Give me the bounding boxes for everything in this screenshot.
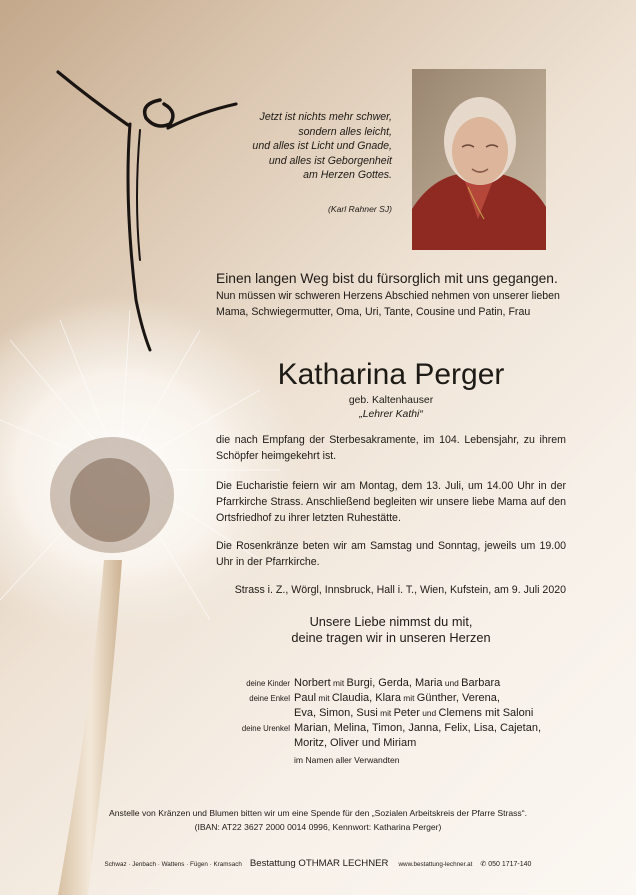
names: Paul [294, 692, 317, 704]
notice-line: (IBAN: AT22 3627 2000 0014 0996, Kennwort: Katharina Perger) [194, 822, 442, 832]
family-list [150, 676, 590, 769]
poem-source: (Karl Rahner SJ) [328, 204, 392, 214]
family-names: Moritz, Oliver und Miriam [294, 737, 417, 749]
names: Claudia, Klara [331, 692, 401, 704]
footer-towns: Schwaz · Jenbach · Wattens · Fügen · Kramsach [104, 861, 242, 868]
rosary-paragraph: Die Rosenkränze beten wir am Samstag und Sonntag, jeweils um 19.00 Uhr in der Pfarrkirche. [216, 540, 566, 568]
relation-label: deine Urenkel [241, 724, 290, 733]
names: Norbert [294, 677, 331, 689]
footer [60, 858, 576, 869]
closing-line: deine tragen wir in unseren Herzen [291, 630, 491, 645]
relation-spacer [150, 706, 294, 721]
relation-label: deine Enkel [249, 694, 290, 703]
death-paragraph: die nach Empfang der Sterbesakramente, im 104. Lebensjahr, zu ihrem Schöpfer heimgekehrt ist. [216, 434, 566, 462]
portrait-photo [412, 69, 546, 250]
deceased-name: Katharina Perger [277, 358, 505, 391]
poem-line: und alles ist Geborgenheit [268, 154, 392, 167]
funeral-paragraph: Die Eucharistie feiern wir am Montag, dem 13. Juli, um 14.00 Uhr in der Pfarrkirche Strass. Anschließend begleiten wir unsere liebe Mama auf den Ortsfriedhof zu ihrer letzten Ruhestätte. [216, 480, 566, 524]
place-date: Strass i. Z., Wörgl, Innsbruck, Hall i. T., Wien, Kufstein, am 9. Juli 2020 [234, 584, 566, 596]
phone-icon: ✆ [480, 861, 487, 868]
closing-verse [216, 614, 566, 646]
names: Burgi, Gerda, Maria [346, 677, 443, 689]
relation-label: deine Kinder [246, 679, 290, 688]
closing-line: Unsere Liebe nimmst du mit, [309, 614, 473, 629]
intro [216, 270, 566, 320]
nickname: „Lehrer Kathi“ [359, 409, 423, 420]
names: Günther, Verena, [416, 692, 500, 704]
footer-brand: Bestattung OTHMAR LECHNER [249, 858, 389, 869]
names: Peter [393, 707, 420, 719]
relation-spacer [150, 736, 294, 751]
donation-notice [60, 806, 576, 834]
poem [200, 110, 392, 183]
connector: mit [400, 693, 417, 703]
names: Barbara [461, 677, 501, 689]
names: Clemens mit Saloni [438, 707, 534, 719]
birth-name: geb. Kaltenhauser [348, 395, 434, 406]
family-names [294, 676, 500, 691]
family-row [150, 691, 590, 706]
footer-phone[interactable]: 050 1717-140 [488, 861, 532, 868]
names: Eva, Simon, Susi [294, 707, 378, 719]
all-relatives: im Namen aller Verwandten [294, 755, 400, 765]
family-names [294, 691, 500, 706]
family-row [150, 736, 590, 751]
poem-line: und alles ist Licht und Gnade, [252, 140, 392, 153]
notice-line: Anstelle von Kränzen und Blumen bitten wir um eine Spende für den „Sozialen Arbeitskreis der Pfarre Strass“. [109, 808, 527, 818]
footer-website[interactable]: www.bestattung-lechner.at [398, 861, 473, 868]
intro-headline: Einen langen Weg bist du fürsorglich mit uns gegangen. [216, 271, 558, 286]
family-names: Marian, Melina, Timon, Janna, Felix, Lisa, Cajetan, [294, 722, 542, 734]
connector: mit [377, 708, 394, 718]
connector: mit [330, 678, 347, 688]
poem-line: am Herzen Gottes. [303, 169, 392, 182]
poem-line: sondern alles leicht, [298, 125, 392, 138]
family-row [150, 721, 590, 736]
connector: und [419, 708, 439, 718]
family-names [294, 706, 533, 721]
family-row [150, 676, 590, 691]
family-row [150, 706, 590, 721]
connector: mit [316, 693, 332, 703]
intro-text: Nun müssen wir schweren Herzens Abschied nehmen von unserer lieben Mama, Schwiegermutter, Oma, Uri, Tante, Cousine und Patin, Frau [216, 290, 560, 318]
poem-line: Jetzt ist nichts mehr schwer, [259, 111, 392, 123]
connector: und [442, 678, 462, 688]
